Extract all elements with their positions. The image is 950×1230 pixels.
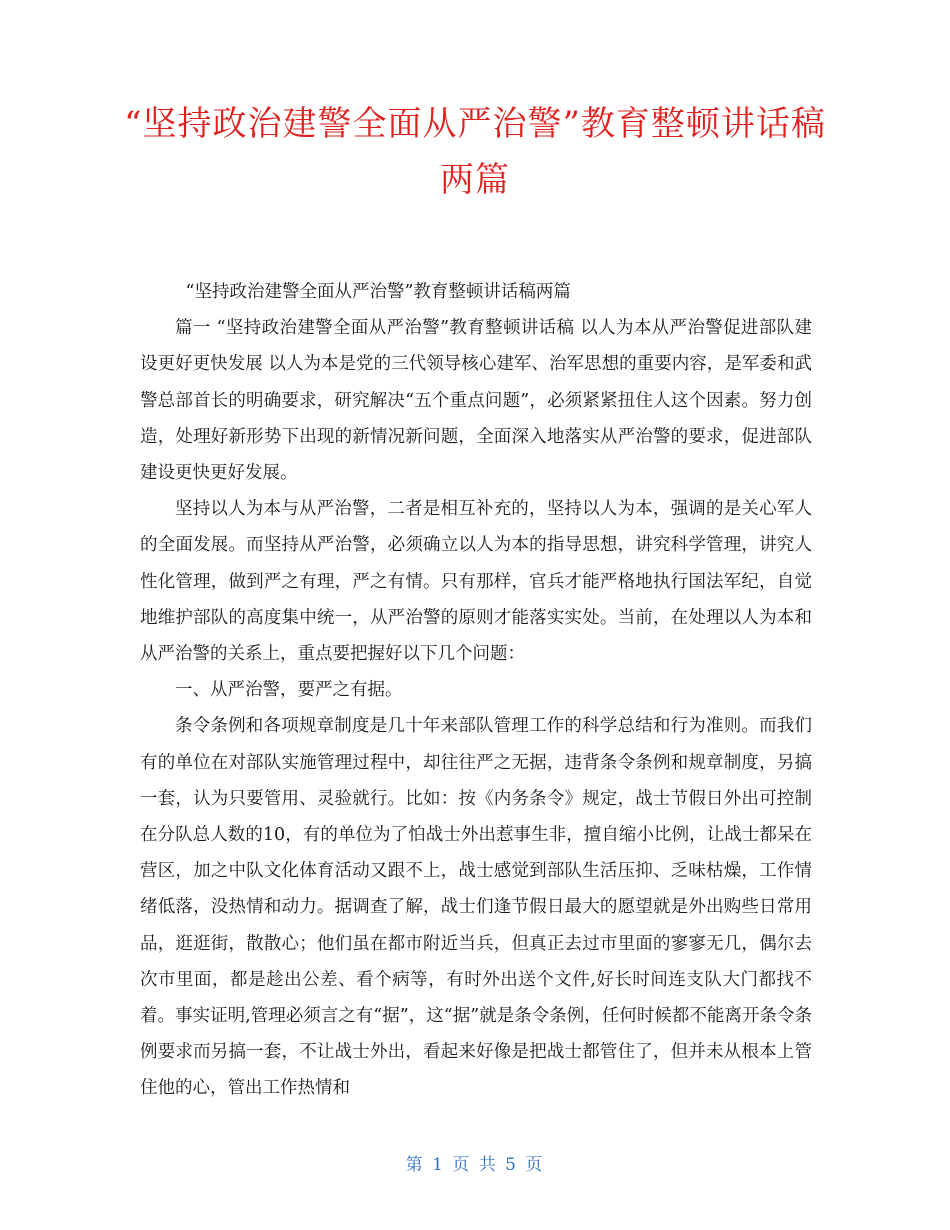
paragraph-1: 篇一 “坚持政治建警全面从严治警”教育整顿讲话稿 以人为本从严治警促进部队建设更好更快发展 以人为本是党的三代领导核心建军、治军思想的重要内容，是军委和武警总部首长的明确要求，研究解决“五个重点问题”，必须紧紧扭住人这个因素。努力创造，处理好新形势下出现的新情况新问题，全面深入地落实从严治警的要求，促进部队建设更快更好发展。 <box>140 318 812 484</box>
section-heading-1: 一、从严治警，要严之有据。 <box>175 680 403 701</box>
page-number-footer: 第 1 页 共 5 页 <box>405 1155 545 1175</box>
document-body <box>140 274 812 1107</box>
document-title: “坚持政治建警全面从严治警”教育整顿讲话稿两篇 <box>124 104 826 200</box>
body-subtitle: “坚持政治建警全面从严治警”教育整顿讲话稿两篇 <box>185 282 571 302</box>
paragraph-3: 条令条例和各项规章制度是几十年来部队管理工作的科学总结和行为准则。而我们有的单位在对部队实施管理过程中，却往往严之无据，违背条令条例和规章制度，另搞一套，认为只要管用、灵验就行。比如：按《内务条令》规定，战士节假日外出可控制在分队总人数的10，有的单位为了怕战士外出惹事生非，擅自缩小比例，让战士都呆在营区，加之中队文化体育活动又跟不上，战士感觉到部队生活压抑、乏味枯燥，工作情绪低落，没热情和动力。据调查了解，战士们逢节假日最大的愿望就是外出购些日常用品，逛逛街，散散心；他们虽在都市附近当兵，但真正去过市里面的寥寥无几，偶尔去次市里面，都是趁出公差、看个病等，有时外出送个文件,好长时间连支队大门都找不着。事实证明,管理必须言之有“据”，这“据”就是条令条例，任何时候都不能离开条令条例要求而另搞一套，不让战士外出，看起来好像是把战士都管住了，但并未从根本上管住他的心，管出工作热情和 <box>140 716 812 1099</box>
paragraph-2: 坚持以人为本与从严治警，二者是相互补充的，坚持以人为本，强调的是关心军人的全面发展。而坚持从严治警，必须确立以人为本的指导思想，讲究科学管理，讲究人性化管理，做到严之有理，严之有情。只有那样，官兵才能严格地执行国法军纪，自觉地维护部队的高度集中统一，从严治警的原则才能落实实处。当前，在处理以人为本和从严治警的关系上，重点要把握好以下几个问题： <box>140 499 812 665</box>
